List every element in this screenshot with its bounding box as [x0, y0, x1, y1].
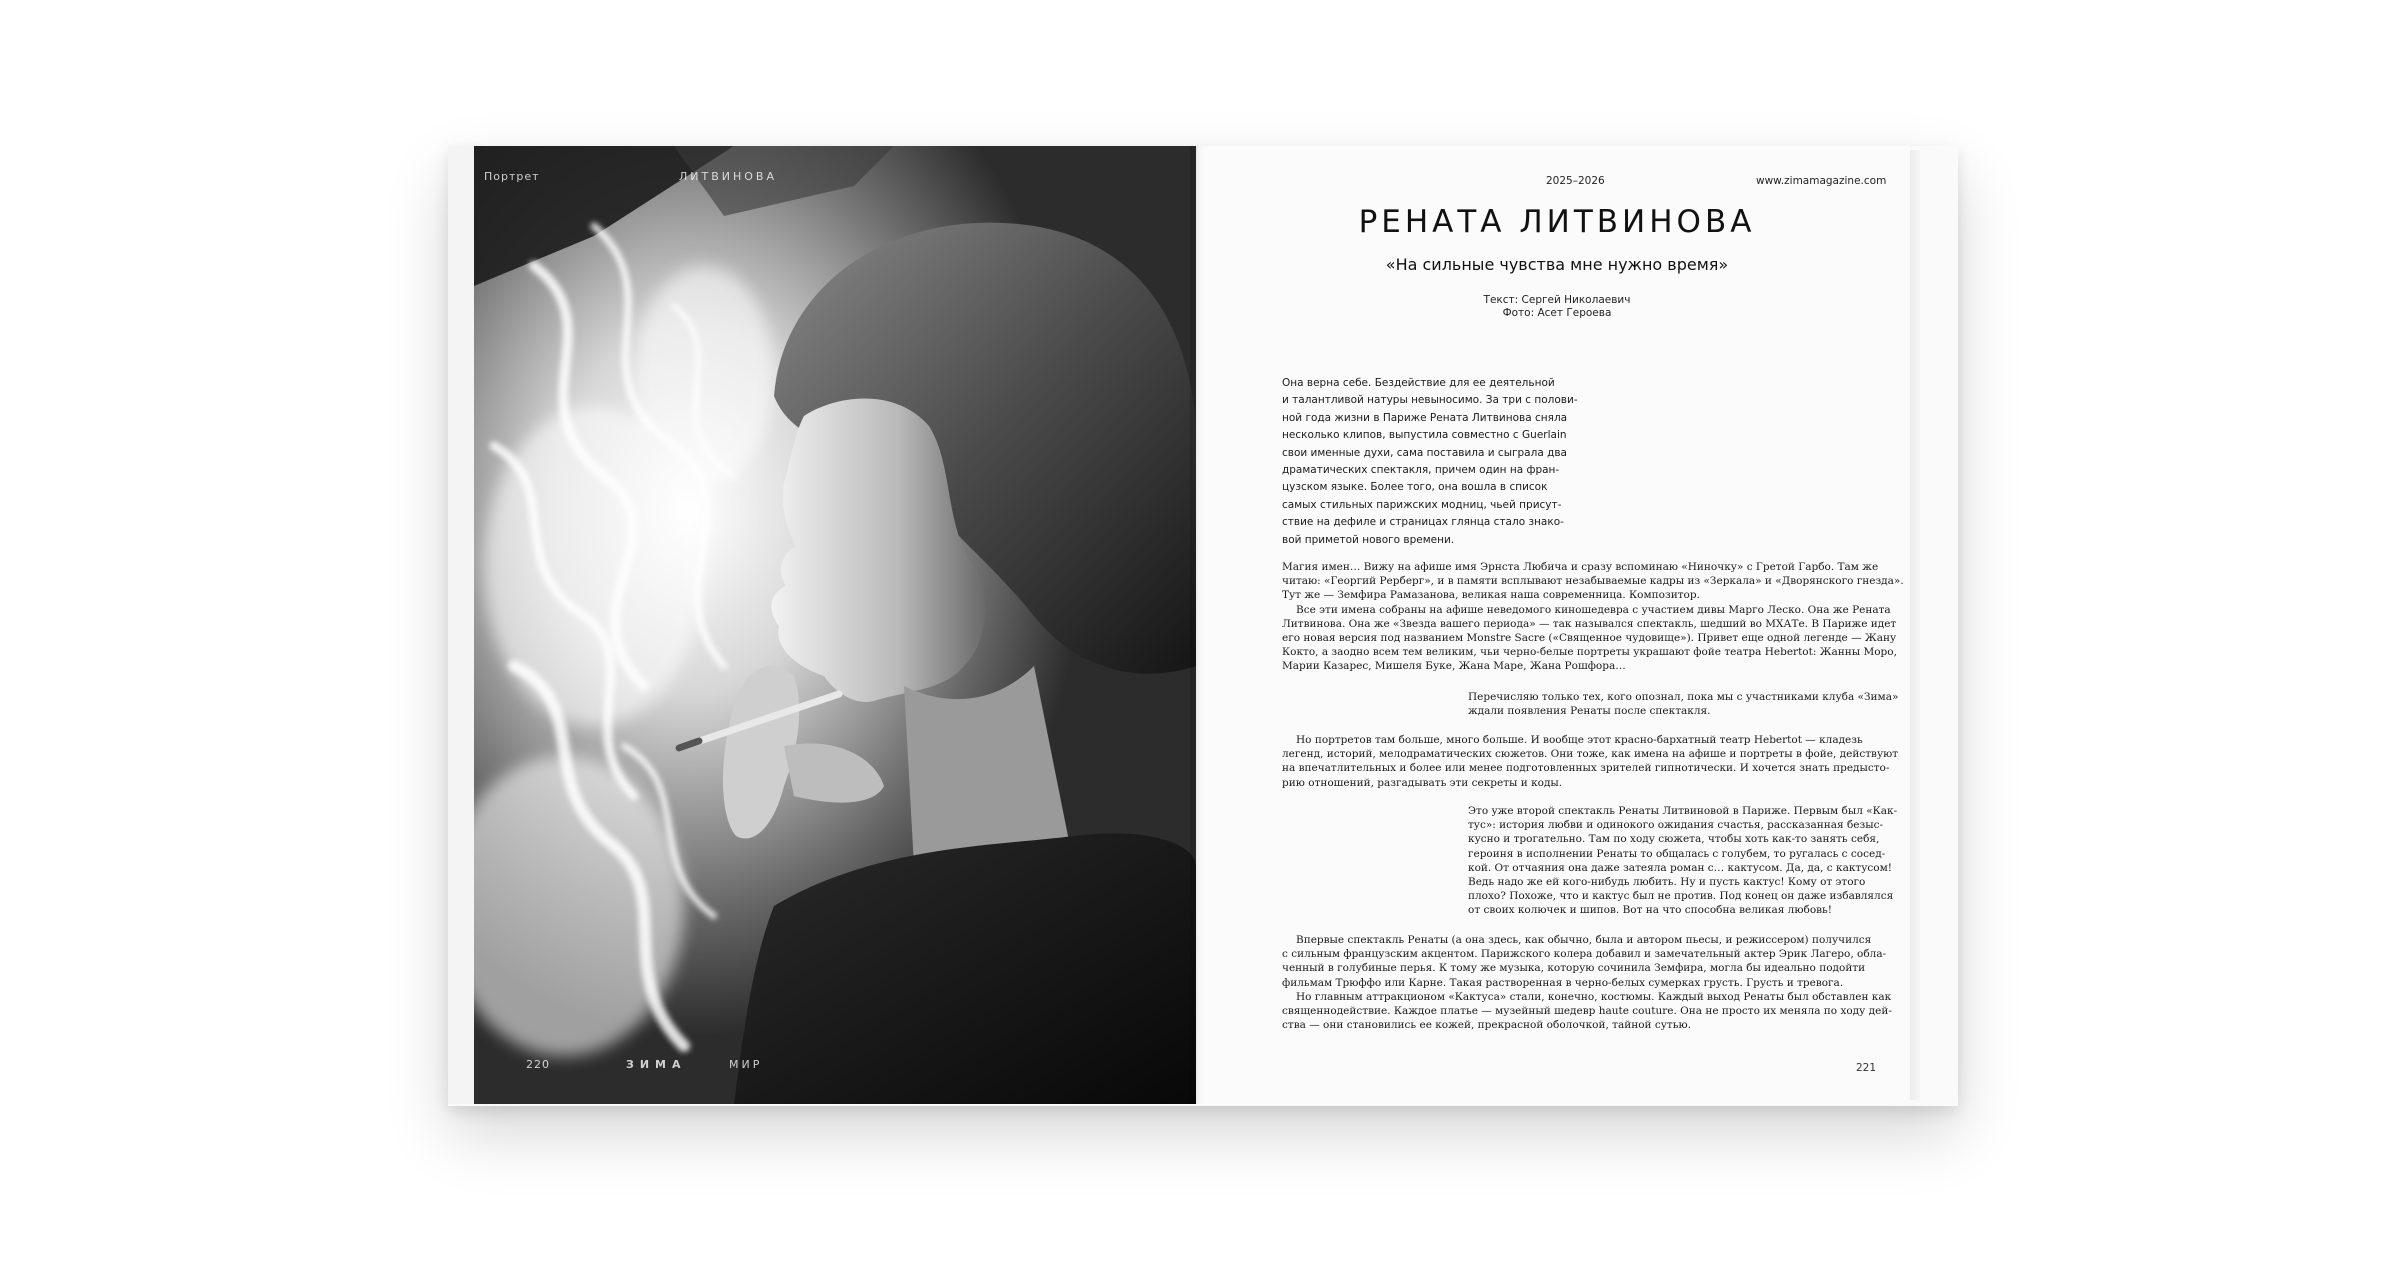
body-line: священнодействие. Каждое платье — музейный шедевр haute couture. Она не просто их меняла по ходу дей-: [1282, 1005, 1892, 1018]
text-credit: Текст: Сергей Николаевич: [1483, 294, 1631, 306]
body-line: Перечисляю только тех, кого опознал, пока мы с участниками клуба «Зима»: [1468, 691, 1899, 703]
body-line: легенд, историй, мелодраматических сюжетов. Они тоже, как имена на афише и портреты в фойе, действуют: [1282, 748, 1899, 761]
body-line: с сильным французским акцентом. Парижского колера добавил и замечательный актер Эрик Лагеро, обла-: [1282, 948, 1887, 961]
body-line: ждали появления Ренаты после спектакля.: [1468, 705, 1711, 718]
lead-line: несколько клипов, выпустила совместно с Guerlain: [1282, 429, 1567, 442]
body-paragraph-5: [1282, 933, 1892, 1032]
body-line: Тут же — Земфира Рамазанова, великая наша современница. Композитор.: [1282, 589, 1700, 602]
lead-line: цузском языке. Более того, она вошла в список: [1282, 481, 1548, 494]
portrait-photo: [474, 146, 1196, 1104]
body-line: Ведь надо же ей кого-нибудь любить. Ну и пусть кактус! Кому от этого: [1468, 876, 1866, 889]
body-line: Но главным аттракционом «Кактуса» стали, конечно, костюмы. Каждый выход Ренаты был обставлен как: [1296, 990, 1892, 1003]
lead-line: Она верна себе. Бездействие для ее деятельной: [1282, 377, 1555, 389]
body-paragraph-4: [1468, 804, 1898, 918]
lead-line: самых стильных парижских модниц, чьей присут-: [1282, 498, 1562, 511]
page-number-left: 220: [526, 1058, 550, 1071]
running-header: ЛИТВИНОВА: [679, 170, 777, 183]
body-line: от своих колючек и шипов. Вот на что способна великая любовь!: [1468, 904, 1832, 917]
website-url: www.zimamagazine.com: [1756, 175, 1887, 187]
body-line: фильмам Трюффо или Карне. Такая растворенная в черно-белых сумерках грусть. Грусть и тревога.: [1282, 976, 1844, 989]
lead-paragraph: [1282, 375, 1582, 549]
article-subtitle: «На сильные чувства мне нужно время»: [1385, 255, 1729, 274]
body-line: Это уже второй спектакль Ренаты Литвиновой в Париже. Первым был «Как-: [1468, 805, 1898, 817]
magazine-name: ЗИМА: [626, 1058, 687, 1071]
body-line: ченный в голубиные перья. К тому же музыка, которую сочинила Земфира, могла бы идеально подойти: [1282, 962, 1866, 975]
body-line: Литвинова. Она же «Звезда вашего периода» — так назывался спектакль, шедший во МХАТе. В Париже идет: [1282, 617, 1897, 630]
body-line: Впервые спектакль Ренаты (а она здесь, как обычно, была и автором пьесы, и режиссером) получился: [1296, 934, 1872, 946]
page-edge: [1910, 150, 1920, 1100]
body-line: на впечатлительных и более или менее подготовленных зрителей гипнотически. И хочется знать предысто-: [1282, 762, 1890, 775]
body-line: рию отношений, разгадывать эти секреты и коды.: [1282, 776, 1563, 789]
lead-line: вой приметой нового времени.: [1282, 533, 1455, 546]
body-line: Магия имен… Вижу на афише имя Эрнста Любича и сразу вспоминаю «Ниночку» с Гретой Гарбо. Там же: [1282, 561, 1879, 573]
lead-line: свои именные духи, сама поставила и сыграла два: [1282, 446, 1567, 459]
body-line: кой. От отчаяния она даже затеяла роман с… кактусом. Да, да, с кактусом!: [1468, 861, 1892, 874]
body-line: ства — они становились ее кожей, прекрасной оболочкой, тайной сутью.: [1282, 1019, 1691, 1032]
spine-gutter: [1190, 146, 1204, 1104]
body-line: Марии Казарес, Мишеля Буке, Жана Маре, Жана Рошфора…: [1282, 660, 1626, 673]
body-line: его новая версия под названием Monstre Sacre («Священное чудовище»). Привет еще одной легенде — Жану: [1282, 632, 1897, 645]
lead-line: драматических спектакля, причем один на фран-: [1282, 464, 1560, 477]
lead-line: и талантливой натуры невыносимо. За три с полови-: [1282, 394, 1578, 407]
body-paragraph-1: [1282, 560, 1904, 674]
section-footer: МИР: [729, 1058, 763, 1071]
body-line: тус»: история любви и одинокого ожидания счастья, рассказанная безыс-: [1468, 819, 1883, 832]
body-line: Все эти имена собраны на афише неведомого киношедевра с участием дивы Марго Леско. Она же Рената: [1296, 603, 1891, 616]
article-title: РЕНАТА ЛИТВИНОВА: [1358, 204, 1756, 240]
portrait-illustration: [474, 146, 1196, 1104]
section-label: Портрет: [484, 170, 540, 183]
body-paragraph-3: [1282, 733, 1899, 790]
body-line: кусно и трогательно. Там по ходу сюжета, чтобы хоть как-то занять себя,: [1468, 833, 1880, 846]
lead-line: ствие на дефиле и страницах глянца стало знако-: [1282, 516, 1564, 529]
photo-credit: Фото: Асет Героева: [1502, 307, 1612, 319]
body-line: Кокто, а заодно всем тем великим, чьи черно-белые портреты украшают фойе театра Hebertot: Жанны Моро,: [1282, 646, 1897, 659]
body-line: героиня в исполнении Ренаты то общалась с голубем, то ругалась с сосед-: [1468, 847, 1886, 860]
page-number-right: 221: [1856, 1062, 1877, 1074]
body-line: плохо? Похоже, что и кактус был не против. Под конец он даже избавлялся: [1468, 890, 1894, 903]
body-paragraph-2: [1468, 690, 1899, 718]
lead-line: ной года жизни в Париже Рената Литвинова сняла: [1282, 411, 1568, 424]
body-line: читаю: «Георгий Рерберг», и в памяти всплывают незабываемые кадры из «Зеркала» и «Дворянского гнезда».: [1282, 575, 1904, 588]
issue-years: 2025–2026: [1546, 175, 1605, 187]
body-line: Но портретов там больше, много больше. И вообще этот красно-бархатный театр Hebertot — кладезь: [1296, 734, 1863, 746]
